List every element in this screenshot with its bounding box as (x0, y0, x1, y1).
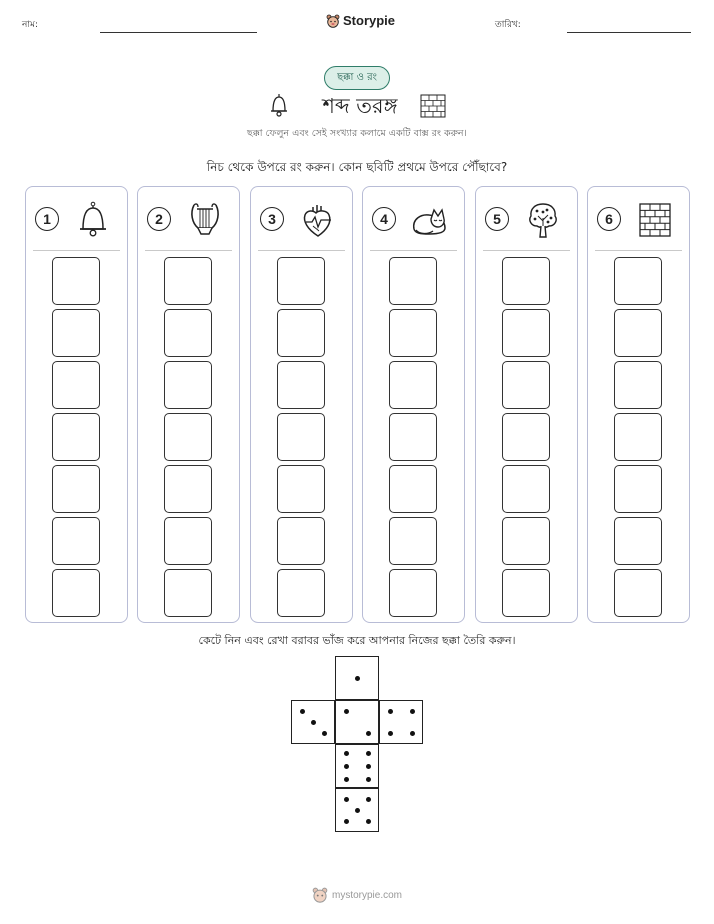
name-label: নাম: (22, 20, 39, 30)
color-box[interactable] (614, 309, 662, 357)
color-box[interactable] (277, 517, 325, 565)
column-header (476, 201, 577, 241)
column-6 (587, 186, 690, 623)
color-box[interactable] (614, 465, 662, 513)
die-face-6 (335, 744, 379, 788)
color-box[interactable] (389, 413, 437, 461)
color-box[interactable] (52, 309, 100, 357)
column-divider (595, 250, 682, 251)
color-box[interactable] (389, 569, 437, 617)
die-pip (322, 731, 327, 736)
die-face-4 (379, 700, 423, 744)
die-face-5 (335, 788, 379, 832)
column-header (251, 201, 352, 241)
column-divider (370, 250, 457, 251)
color-box[interactable] (502, 569, 550, 617)
color-box[interactable] (502, 361, 550, 409)
die-pip (366, 777, 371, 782)
column-header (26, 201, 127, 241)
column-header (138, 201, 239, 241)
color-box[interactable] (277, 309, 325, 357)
color-box[interactable] (614, 413, 662, 461)
column-5 (475, 186, 578, 623)
die-pip (344, 777, 349, 782)
die-pip (366, 751, 371, 756)
footer (0, 884, 714, 906)
color-box[interactable] (52, 517, 100, 565)
color-box[interactable] (164, 309, 212, 357)
subtitle: ছক্কা ফেলুন এবং সেই সংখ্যার কলামে একটি বাক্স রং করুন। (247, 128, 467, 139)
die-pip (311, 720, 316, 725)
column-3 (250, 186, 353, 623)
column-divider (33, 250, 120, 251)
date-label: তারিখ: (495, 20, 521, 30)
die-pip (344, 751, 349, 756)
color-box[interactable] (614, 569, 662, 617)
die-pip (410, 731, 415, 736)
color-box[interactable] (614, 517, 662, 565)
title-row (0, 90, 714, 120)
color-box[interactable] (164, 569, 212, 617)
brand-name: Storypie (343, 13, 396, 28)
die-pip (344, 819, 349, 824)
color-box[interactable] (164, 257, 212, 305)
brick-wall-icon (634, 201, 676, 239)
color-box[interactable] (502, 309, 550, 357)
color-box[interactable] (277, 569, 325, 617)
die-face-3 (291, 700, 335, 744)
color-box[interactable] (52, 569, 100, 617)
cut-instruction: কেটে নিন এবং রেখা বরাবর ভাঁজ করে আপনার নিজের ছক্কা তৈরি করুন। (198, 634, 516, 647)
color-box[interactable] (52, 361, 100, 409)
tree-icon (522, 201, 564, 239)
die-pip (388, 731, 393, 736)
die-pip (355, 676, 360, 681)
brand-logo (326, 13, 395, 28)
die-pip (300, 709, 305, 714)
color-box[interactable] (614, 361, 662, 409)
column-1 (25, 186, 128, 623)
storypie-mascot-icon (326, 14, 340, 28)
column-divider (483, 250, 570, 251)
column-divider (258, 250, 345, 251)
color-box[interactable] (277, 361, 325, 409)
category-badge: ছক্কা ও রং (324, 66, 390, 90)
color-box[interactable] (502, 413, 550, 461)
die-pip (344, 764, 349, 769)
die-pip (355, 808, 360, 813)
color-box[interactable] (52, 257, 100, 305)
column-number: 2 (147, 207, 171, 231)
color-box[interactable] (389, 465, 437, 513)
column-header (588, 201, 689, 241)
date-field-line[interactable] (567, 32, 691, 33)
color-box[interactable] (389, 257, 437, 305)
worksheet-header (0, 0, 714, 50)
bell-icon (72, 201, 114, 239)
column-divider (145, 250, 232, 251)
die-pip (366, 797, 371, 802)
color-box[interactable] (52, 465, 100, 513)
color-box[interactable] (164, 517, 212, 565)
column-number: 3 (260, 207, 284, 231)
lyre-icon (184, 201, 226, 239)
color-box[interactable] (502, 517, 550, 565)
color-box[interactable] (277, 465, 325, 513)
color-box[interactable] (389, 309, 437, 357)
storypie-mascot-icon (312, 887, 328, 903)
die-pip (388, 709, 393, 714)
column-2 (137, 186, 240, 623)
color-box[interactable] (164, 465, 212, 513)
color-box[interactable] (164, 413, 212, 461)
die-face-1 (335, 656, 379, 700)
color-box[interactable] (164, 361, 212, 409)
column-number: 4 (372, 207, 396, 231)
die-pip (366, 819, 371, 824)
color-box[interactable] (277, 413, 325, 461)
name-field-line[interactable] (100, 32, 257, 33)
column-header (363, 201, 464, 241)
color-box[interactable] (502, 257, 550, 305)
page-title: শব্দ তরঙ্গ (322, 94, 398, 118)
die-pip (344, 797, 349, 802)
bell-icon (268, 92, 290, 118)
column-number: 6 (597, 207, 621, 231)
color-box[interactable] (389, 517, 437, 565)
column-4 (362, 186, 465, 623)
column-number: 5 (485, 207, 509, 231)
sleeping-cat-icon (409, 201, 451, 239)
color-box[interactable] (614, 257, 662, 305)
color-box[interactable] (389, 361, 437, 409)
footer-url[interactable]: mystorypie.com (331, 889, 402, 901)
die-pip (366, 764, 371, 769)
color-box[interactable] (52, 413, 100, 461)
instruction-text: নিচ থেকে উপরে রং করুন। কোন ছবিটি প্রথমে উপরে পৌঁছাবে? (206, 160, 508, 174)
die-pip (344, 709, 349, 714)
brick-wall-icon (420, 94, 446, 118)
die-pip (366, 731, 371, 736)
column-number: 1 (35, 207, 59, 231)
die-face-2 (335, 700, 379, 744)
color-box[interactable] (277, 257, 325, 305)
heart-organ-icon (297, 201, 339, 239)
color-box[interactable] (502, 465, 550, 513)
die-pip (410, 709, 415, 714)
